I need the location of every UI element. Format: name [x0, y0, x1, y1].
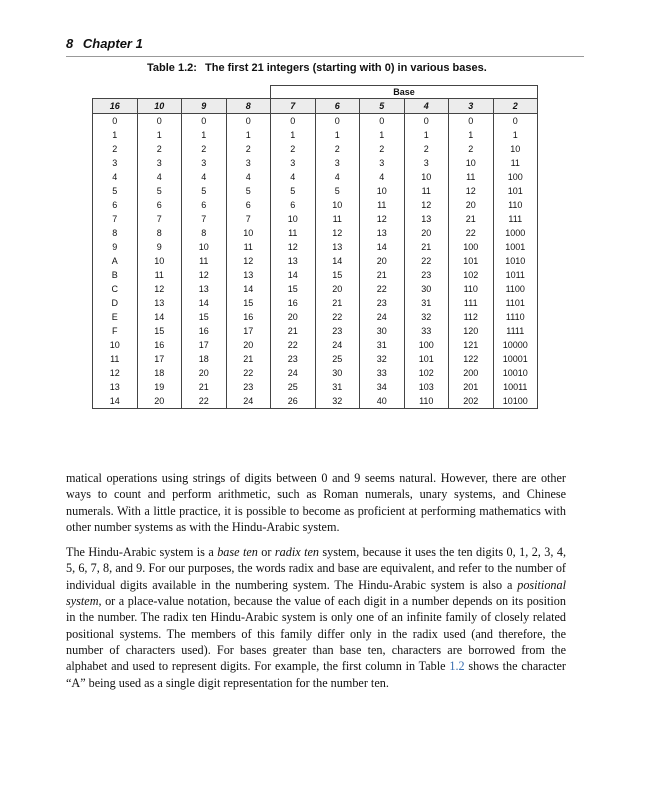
- table-cell: 16: [137, 338, 182, 352]
- table-cell: 6: [226, 198, 271, 212]
- column-header: 4: [404, 99, 449, 114]
- emphasis: positional system,: [66, 577, 566, 609]
- table-cell: 12: [226, 254, 271, 268]
- table-row: [93, 212, 538, 226]
- table-cell: 20: [449, 198, 494, 212]
- table-cell: 111: [449, 296, 494, 310]
- caption-label: Table 1.2:: [147, 62, 197, 74]
- table-cell: 10010: [493, 366, 538, 380]
- table-cell: 13: [226, 268, 271, 282]
- column-header: 6: [315, 99, 360, 114]
- table-cell: 30: [404, 282, 449, 296]
- table-cell: 10: [137, 254, 182, 268]
- table-cell: 1010: [493, 254, 538, 268]
- table-cell: 10100: [493, 394, 538, 409]
- table-cell: 3: [93, 156, 138, 170]
- table-cell: 10: [226, 226, 271, 240]
- table-cell: 2: [315, 142, 360, 156]
- table-cell: 5: [137, 184, 182, 198]
- table-cell: 4: [93, 170, 138, 184]
- table-row: [93, 254, 538, 268]
- table-cell: 10: [93, 338, 138, 352]
- table-cell: 12: [182, 268, 227, 282]
- table-cell: 10: [449, 156, 494, 170]
- table-cell: 1001: [493, 240, 538, 254]
- table-cell: 16: [182, 324, 227, 338]
- table-cell: 20: [315, 282, 360, 296]
- table-cell: 10001: [493, 352, 538, 366]
- table-cell: 101: [404, 352, 449, 366]
- table-cell: 3: [182, 156, 227, 170]
- text-run: shows the character “A” being used as a single digit representation for the number ten.: [66, 659, 566, 690]
- column-header: 10: [137, 99, 182, 114]
- running-head: [66, 36, 143, 51]
- table-caption: [147, 62, 487, 74]
- table-row: [93, 198, 538, 212]
- table-blank-cell: [93, 86, 138, 99]
- table-cell: 0: [182, 114, 227, 129]
- table-cell: 20: [226, 338, 271, 352]
- text-run: The Hindu-Arabic system is a: [66, 545, 218, 560]
- paragraph: [66, 544, 566, 691]
- text-run: or: [257, 545, 275, 560]
- table-cell: 9: [137, 240, 182, 254]
- table-cell: 24: [360, 310, 405, 324]
- table-cell: 31: [404, 296, 449, 310]
- table-cell: 24: [226, 394, 271, 409]
- table-cell: 110: [493, 198, 538, 212]
- table-header-row: [93, 99, 538, 114]
- table-cell: 0: [360, 114, 405, 129]
- column-header: 8: [226, 99, 271, 114]
- table-cell: 17: [137, 352, 182, 366]
- table-cell: 8: [137, 226, 182, 240]
- table-cell: 2: [182, 142, 227, 156]
- table-cell: 10: [182, 240, 227, 254]
- table-cell: 22: [182, 394, 227, 409]
- table-cell: 11: [360, 198, 405, 212]
- table-cell: D: [93, 296, 138, 310]
- table-cell: 1110: [493, 310, 538, 324]
- table-cell: 13: [182, 282, 227, 296]
- table-cell: 12: [360, 212, 405, 226]
- table-cell: 14: [182, 296, 227, 310]
- table-cell: 22: [404, 254, 449, 268]
- table-cell: 202: [449, 394, 494, 409]
- table-cell: 23: [360, 296, 405, 310]
- table-cell: 33: [404, 324, 449, 338]
- table-row: [93, 394, 538, 409]
- table-cell: 1: [93, 128, 138, 142]
- table-cell: 0: [493, 114, 538, 129]
- chapter-title: Chapter 1: [82, 36, 143, 51]
- table-cell: C: [93, 282, 138, 296]
- table-cell: 30: [315, 366, 360, 380]
- table-row: [93, 128, 538, 142]
- table-cell: 26: [271, 394, 316, 409]
- table-cell: 32: [404, 310, 449, 324]
- text-run: or a place-value notation, because the value of each digit in a number depends on its position in the number. The radix ten Hindu-Arabic system is only one of an infinite family of closely related positional systems. The members of this family differ only in the radix used (and therefore, the number of characters used). For bases greater than base ten, characters are borrowed from the alphabet and used to represent digits. For example, the first column in Table: [66, 594, 566, 674]
- table-cell: 14: [93, 394, 138, 409]
- table-cell: 31: [315, 380, 360, 394]
- paragraph: matical operations using strings of digits between 0 and 9 seems natural. However, there are other ways to count and perform arithmetic, such as Roman numerals, unary systems, and Chinese numerals. With a little practice, it is possible to become as proficient at performing mathematics with other number systems as with the Hindu-Arabic system.: [66, 471, 566, 534]
- table-cell: 11: [182, 254, 227, 268]
- table-cell: 5: [315, 184, 360, 198]
- table-cell: 122: [449, 352, 494, 366]
- table-row: [93, 366, 538, 380]
- table-cell: 5: [226, 184, 271, 198]
- table-row: [93, 114, 538, 129]
- table-cell: 12: [449, 184, 494, 198]
- table-cell: 1: [137, 128, 182, 142]
- table-cell: 22: [226, 366, 271, 380]
- table-cell: 10: [404, 170, 449, 184]
- table-cell: 3: [271, 156, 316, 170]
- table-cell: 1: [449, 128, 494, 142]
- table-cell: 9: [93, 240, 138, 254]
- table-cell: 10: [315, 198, 360, 212]
- table-cell: 18: [137, 366, 182, 380]
- table-cell: 23: [271, 352, 316, 366]
- table-cell: 22: [271, 338, 316, 352]
- table-cell: 10: [360, 184, 405, 198]
- table-cell: 111: [493, 212, 538, 226]
- table-cell: 4: [315, 170, 360, 184]
- table-cell: 17: [182, 338, 227, 352]
- emphasis: radix ten: [274, 545, 319, 560]
- table-row: [93, 170, 538, 184]
- table-cell: 6: [182, 198, 227, 212]
- table-cell: 21: [449, 212, 494, 226]
- table-cell: 14: [271, 268, 316, 282]
- table-cell: 4: [271, 170, 316, 184]
- table-cell: 13: [315, 240, 360, 254]
- table-cell: 6: [137, 198, 182, 212]
- table-cell: 15: [271, 282, 316, 296]
- column-header: 7: [271, 99, 316, 114]
- table-cell: 11: [226, 240, 271, 254]
- table-cell: 110: [449, 282, 494, 296]
- table-cell: 15: [315, 268, 360, 282]
- table-cell: 21: [404, 240, 449, 254]
- table-cell: 3: [315, 156, 360, 170]
- table-cell: 110: [404, 394, 449, 409]
- table-cell: E: [93, 310, 138, 324]
- table-row: [93, 282, 538, 296]
- column-header: 3: [449, 99, 494, 114]
- table-cell: 0: [226, 114, 271, 129]
- table-cell: 0: [137, 114, 182, 129]
- header-rule: [66, 56, 584, 57]
- table-row: [93, 156, 538, 170]
- table-cell: 7: [137, 212, 182, 226]
- table-cell: 11: [137, 268, 182, 282]
- table-cell: 19: [137, 380, 182, 394]
- table-cell: 1101: [493, 296, 538, 310]
- table-cell: 3: [137, 156, 182, 170]
- table-row: [93, 240, 538, 254]
- table-cell: 100: [404, 338, 449, 352]
- table-cell: 1: [493, 128, 538, 142]
- table-cell: 5: [93, 184, 138, 198]
- table-cell: 22: [449, 226, 494, 240]
- table-cell: 2: [226, 142, 271, 156]
- table-body: [93, 114, 538, 409]
- table-cell: 25: [271, 380, 316, 394]
- table-cell: 22: [315, 310, 360, 324]
- table-cell: 102: [449, 268, 494, 282]
- table-cell: 3: [360, 156, 405, 170]
- table-cell: 14: [360, 240, 405, 254]
- table-cell: F: [93, 324, 138, 338]
- table-cell: 0: [93, 114, 138, 129]
- table-cell: 103: [404, 380, 449, 394]
- table-cell: 15: [182, 310, 227, 324]
- page-number: 8: [66, 36, 74, 51]
- table-cell: 14: [315, 254, 360, 268]
- table-cell: 10011: [493, 380, 538, 394]
- table-cell: 112: [449, 310, 494, 324]
- column-header: 2: [493, 99, 538, 114]
- table-cell: 1: [404, 128, 449, 142]
- table-cell: 11: [449, 170, 494, 184]
- table-cell: 100: [449, 240, 494, 254]
- emphasis: base ten: [217, 545, 258, 560]
- table-cell: 13: [404, 212, 449, 226]
- table-cell: 25: [315, 352, 360, 366]
- table-cell: 2: [404, 142, 449, 156]
- table-cell: 33: [360, 366, 405, 380]
- table-row: [93, 380, 538, 394]
- table-cell: 2: [137, 142, 182, 156]
- table-cell: 16: [271, 296, 316, 310]
- table-cell: 121: [449, 338, 494, 352]
- table-cell: 22: [360, 282, 405, 296]
- table-cell: 1100: [493, 282, 538, 296]
- table-cell: 21: [226, 352, 271, 366]
- table-cell: 5: [182, 184, 227, 198]
- table-cell: 1000: [493, 226, 538, 240]
- table-cell: 40: [360, 394, 405, 409]
- table-cell: 2: [360, 142, 405, 156]
- table-cell: 101: [449, 254, 494, 268]
- table-cell: 23: [226, 380, 271, 394]
- table-cell: 17: [226, 324, 271, 338]
- table-cell: 12: [93, 366, 138, 380]
- table-cell: 10: [493, 142, 538, 156]
- column-header: 5: [360, 99, 405, 114]
- table-cell: 10: [271, 212, 316, 226]
- table-cell: 6: [271, 198, 316, 212]
- table-cell: 24: [271, 366, 316, 380]
- table-row: [93, 324, 538, 338]
- table-cell: 11: [93, 352, 138, 366]
- table-cell: 0: [315, 114, 360, 129]
- table-cell: 7: [93, 212, 138, 226]
- column-header: 9: [182, 99, 227, 114]
- table-cell: 4: [182, 170, 227, 184]
- table-cell: 8: [182, 226, 227, 240]
- table-cell: 0: [449, 114, 494, 129]
- table-cell: 2: [449, 142, 494, 156]
- table-cell: 3: [404, 156, 449, 170]
- table-cell: 14: [226, 282, 271, 296]
- table-cell: 100: [493, 170, 538, 184]
- table-cell: 10000: [493, 338, 538, 352]
- table-cell: 4: [226, 170, 271, 184]
- table-cell: 7: [226, 212, 271, 226]
- table-blank-cell: [182, 86, 227, 99]
- column-header: 16: [93, 99, 138, 114]
- table-cell: 2: [93, 142, 138, 156]
- table-cell: 34: [360, 380, 405, 394]
- table-row: [93, 352, 538, 366]
- table-cell: 13: [271, 254, 316, 268]
- table-cell: 21: [315, 296, 360, 310]
- table-cell: 11: [404, 184, 449, 198]
- table-cell: 21: [271, 324, 316, 338]
- table-cell: 30: [360, 324, 405, 338]
- table-row: [93, 142, 538, 156]
- table-cell: A: [93, 254, 138, 268]
- table-cell: 11: [271, 226, 316, 240]
- table-cell: 32: [315, 394, 360, 409]
- table-cell: 18: [182, 352, 227, 366]
- table-cell: 13: [360, 226, 405, 240]
- table-row: [93, 184, 538, 198]
- table-cell: 20: [271, 310, 316, 324]
- table-cell: 1: [182, 128, 227, 142]
- table-cell: 1: [360, 128, 405, 142]
- table-cell: 1: [315, 128, 360, 142]
- caption-text: The first 21 integers (starting with 0) in various bases.: [205, 62, 487, 74]
- table-cell: 23: [404, 268, 449, 282]
- table-row: [93, 268, 538, 282]
- table-cell: 15: [137, 324, 182, 338]
- table-cell: 0: [404, 114, 449, 129]
- table-row: [93, 310, 538, 324]
- table-blank-cell: [137, 86, 182, 99]
- table-cell: 1011: [493, 268, 538, 282]
- table-cell: 12: [137, 282, 182, 296]
- table-cell: 32: [360, 352, 405, 366]
- table-blank-cell: [226, 86, 271, 99]
- table-cell: 20: [182, 366, 227, 380]
- table-cell: 31: [360, 338, 405, 352]
- table-reference-link[interactable]: 1.2: [449, 659, 465, 674]
- table-cell: 120: [449, 324, 494, 338]
- body-text: [66, 470, 566, 700]
- table-cell: 3: [226, 156, 271, 170]
- table-cell: 4: [137, 170, 182, 184]
- table-cell: 11: [493, 156, 538, 170]
- table-cell: 20: [137, 394, 182, 409]
- table-cell: 201: [449, 380, 494, 394]
- table-cell: 14: [137, 310, 182, 324]
- table-cell: 7: [182, 212, 227, 226]
- table-cell: 20: [360, 254, 405, 268]
- table-cell: 5: [271, 184, 316, 198]
- table-group-header-row: [93, 86, 538, 99]
- table-cell: 101: [493, 184, 538, 198]
- bases-table: [92, 85, 538, 409]
- table-cell: 8: [93, 226, 138, 240]
- table-cell: 4: [360, 170, 405, 184]
- table-cell: 1: [271, 128, 316, 142]
- table-row: [93, 338, 538, 352]
- table-cell: 11: [315, 212, 360, 226]
- table-cell: 13: [93, 380, 138, 394]
- table-cell: 2: [271, 142, 316, 156]
- table-row: [93, 296, 538, 310]
- table-cell: 12: [404, 198, 449, 212]
- table-cell: 12: [315, 226, 360, 240]
- table-cell: 24: [315, 338, 360, 352]
- table-group-label: Base: [271, 86, 538, 99]
- table-cell: 12: [271, 240, 316, 254]
- table-cell: 200: [449, 366, 494, 380]
- table-cell: 16: [226, 310, 271, 324]
- table-cell: 21: [182, 380, 227, 394]
- table-cell: 102: [404, 366, 449, 380]
- table-cell: B: [93, 268, 138, 282]
- table-cell: 0: [271, 114, 316, 129]
- table-cell: 6: [93, 198, 138, 212]
- table-cell: 20: [404, 226, 449, 240]
- table-row: [93, 226, 538, 240]
- text-run: system, because it uses the ten digits 0, 1, 2, 3, 4, 5, 6, 7, 8, and 9. For our purposes, the words radix and base are equivalent, and refer to the number of individual digits available in the numbering system. The Hindu-Arabic system is also a: [66, 545, 566, 592]
- table-cell: 1: [226, 128, 271, 142]
- table-cell: 23: [315, 324, 360, 338]
- table-cell: 15: [226, 296, 271, 310]
- table-cell: 21: [360, 268, 405, 282]
- table-cell: 1111: [493, 324, 538, 338]
- table-cell: 13: [137, 296, 182, 310]
